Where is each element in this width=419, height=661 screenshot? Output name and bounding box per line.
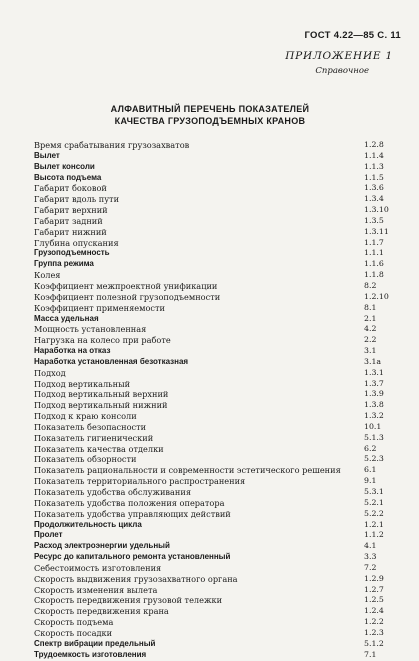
list-item-reference: 5.2.2 <box>364 508 384 518</box>
list-item-label: Габарит задний <box>34 215 103 226</box>
list-item-label: Подход <box>34 367 66 378</box>
list-item-reference: 1.3.4 <box>364 194 384 204</box>
list-item <box>34 140 386 151</box>
list-item-reference: 2.1 <box>364 313 377 323</box>
list-item <box>34 422 386 433</box>
list-item-reference: 3.1 <box>364 346 377 356</box>
list-item-label: Габарит вдоль пути <box>34 194 120 205</box>
list-item-reference: 1.3.10 <box>364 205 389 215</box>
list-item <box>34 205 389 216</box>
list-item-label: Показатель территориального распространения <box>34 476 246 487</box>
list-item-label: Расход электроэнергии удельный <box>34 541 170 551</box>
list-item <box>34 281 386 292</box>
list-item <box>34 541 386 552</box>
list-item <box>34 151 386 162</box>
list-item-reference: 1.3.2 <box>364 411 384 421</box>
list-item <box>34 552 386 563</box>
list-item-reference: 1.1.2 <box>364 530 384 540</box>
list-item-reference: 6.1 <box>364 465 377 475</box>
list-item-reference: 1.2.1 <box>364 519 384 529</box>
list-item-label: Коэффициент применяемости <box>34 302 165 313</box>
list-item <box>34 324 386 335</box>
list-item-label: Грузоподъемность <box>34 248 110 258</box>
list-item-reference: 2.2 <box>364 335 377 345</box>
list-item-label: Габарит нижний <box>34 226 107 237</box>
list-item <box>34 444 386 455</box>
list-item-label: Ресурс до капитального ремонта установленный <box>34 552 231 562</box>
list-item-reference: 5.2.1 <box>364 497 384 507</box>
list-item-reference: 5.3.1 <box>364 487 384 496</box>
list-item-reference: 1.1.3 <box>364 161 384 171</box>
list-item-reference: 8.1 <box>364 302 377 312</box>
list-item <box>34 368 386 379</box>
list-item-label: Мощность установленная <box>34 324 147 335</box>
list-item <box>34 639 386 650</box>
list-item-label: Показатель удобства управляющих действий <box>34 508 231 519</box>
list-item-label: Скорость передвижения грузовой тележки <box>34 595 223 606</box>
list-item <box>34 520 386 531</box>
list-item-label: Показатель безопасности <box>34 421 147 432</box>
appendix-subtitle: Справочное <box>315 66 369 76</box>
list-item-reference: 1.3.8 <box>364 400 384 410</box>
list-item-reference: 4.2 <box>364 324 377 334</box>
list-item-label: Скорость передвижения крана <box>34 606 169 617</box>
list-item <box>34 303 386 314</box>
list-item-reference: 1.3.11 <box>364 226 389 236</box>
list-item-reference: 1.2.2 <box>364 617 384 627</box>
list-item <box>34 650 386 661</box>
list-item-label: Время срабатывания грузозахватов <box>34 140 190 150</box>
list-item-label: Пролет <box>34 530 63 540</box>
list-item-reference: 1.1.4 <box>364 150 384 160</box>
list-item <box>34 411 386 422</box>
list-item-label: Показатель гигиенический <box>34 432 154 443</box>
list-item-label: Группа режима <box>34 259 94 269</box>
list-item-label: Коэффициент межпроектной унификации <box>34 280 218 291</box>
list-item-label: Подход к краю консоли <box>34 411 137 422</box>
list-item-label: Показатель качества отделки <box>34 443 164 454</box>
list-item <box>34 389 386 400</box>
list-item-reference: 3.3 <box>364 552 377 562</box>
list-item-label: Показатель рациональности и современности эстетического решения <box>34 465 341 476</box>
list-item-label: Нагрузка на колесо при работе <box>34 335 171 346</box>
list-item-reference: 1.2.3 <box>364 627 384 637</box>
list-item-reference: 1.1.6 <box>364 259 384 269</box>
list-item-label: Подход вертикальный нижний <box>34 400 168 411</box>
list-item-label: Наработка установленная безотказная <box>34 356 189 366</box>
list-item-label: Колея <box>34 270 61 281</box>
list-item <box>34 335 386 346</box>
list-item <box>34 487 386 498</box>
list-item <box>34 498 386 509</box>
list-item-reference: 1.3.9 <box>364 389 384 399</box>
list-item-label: Трудоемкость изготовления <box>34 649 147 659</box>
list-item-label: Коэффициент полезной грузоподъемности <box>34 291 221 302</box>
list-item-reference: 7.2 <box>364 562 377 572</box>
list-item-reference: 1.2.9 <box>364 573 384 583</box>
list-item-reference: 1.3.1 <box>364 367 384 377</box>
list-item-reference: 1.1.5 <box>364 172 384 182</box>
list-item <box>34 465 386 476</box>
list-item-reference: 1.3.6 <box>364 183 384 193</box>
list-item <box>34 476 386 487</box>
list-item <box>34 346 386 357</box>
list-item-reference: 1.1.1 <box>364 248 384 258</box>
list-item <box>34 194 386 205</box>
list-item-label: Глубина опускания <box>34 237 119 248</box>
list-item <box>34 162 386 173</box>
list-item <box>34 173 386 184</box>
list-item <box>34 259 386 270</box>
list-item <box>34 585 386 596</box>
list-item <box>34 270 386 281</box>
list-item-label: Скорость изменения вылета <box>34 584 158 595</box>
list-item-reference: 6.2 <box>364 443 377 453</box>
list-item-reference: 1.2.8 <box>364 140 384 149</box>
list-item-label: Показатель обзорности <box>34 454 137 465</box>
list-title <box>60 103 360 127</box>
list-item-label: Подход вертикальный <box>34 378 131 389</box>
list-item-label: Масса удельная <box>34 313 99 323</box>
list-item <box>34 226 389 238</box>
list-item <box>34 530 386 541</box>
list-item-label: Скорость посадки <box>34 627 113 638</box>
list-item <box>34 433 386 444</box>
list-item-label: Скорость выдвижения грузозахватного органа <box>34 573 238 584</box>
list-item <box>34 617 386 628</box>
list-item <box>34 238 386 249</box>
list-item <box>34 379 386 390</box>
list-item-reference: 5.1.2 <box>364 638 384 648</box>
list-item-label: Продолжительность цикла <box>34 519 142 529</box>
list-item-label: Спектр вибрации предельный <box>34 638 156 648</box>
list-item-label: Показатель удобства положения оператора <box>34 497 225 508</box>
list-item-reference: 8.2 <box>364 280 377 290</box>
list-item-reference: 10.1 <box>364 421 382 431</box>
appendix-title: ПРИЛОЖЕНИЕ 1 <box>285 50 393 62</box>
list-item-reference: 1.3.5 <box>364 215 384 225</box>
list-item-reference: 5.1.3 <box>364 432 384 442</box>
list-item-label: Габарит боковой <box>34 183 107 194</box>
list-item <box>34 357 386 368</box>
list-item <box>34 563 386 574</box>
list-title-line: АЛФАВИТНЫЙ ПЕРЕЧЕНЬ ПОКАЗАТЕЛЕЙ <box>110 104 310 114</box>
list-item-label: Себестоимость изготовления <box>34 562 162 573</box>
list-item-reference: 1.2.4 <box>364 606 384 616</box>
list-item-reference: 7.1 <box>364 649 377 659</box>
list-item <box>34 628 386 639</box>
list-item <box>34 509 386 520</box>
list-item <box>34 291 389 303</box>
list-item-reference: 1.3.7 <box>364 378 384 388</box>
list-item-reference: 5.2.3 <box>364 454 384 464</box>
list-item <box>34 314 386 325</box>
list-item-reference: 1.2.7 <box>364 584 384 594</box>
list-item-label: Высота подъема <box>34 172 102 182</box>
list-item-label: Наработка на отказ <box>34 346 111 356</box>
list-item <box>34 454 386 465</box>
list-item-reference: 1.2.5 <box>364 595 384 605</box>
list-item-label: Вылет консоли <box>34 161 95 171</box>
list-item-label: Показатель удобства обслуживания <box>34 487 191 497</box>
list-item-reference: 9.1 <box>364 476 377 486</box>
list-item-reference: 1.1.8 <box>364 270 384 280</box>
list-title-line: КАЧЕСТВА ГРУЗОПОДЪЕМНЫХ КРАНОВ <box>114 116 306 126</box>
list-item <box>34 595 386 606</box>
list-item <box>34 606 386 617</box>
list-item-label: Габарит верхний <box>34 205 108 216</box>
index-list <box>34 140 389 661</box>
list-item-label: Подход вертикальный верхний <box>34 389 169 400</box>
list-item-reference: 1.2.10 <box>364 291 389 301</box>
list-item <box>34 183 386 194</box>
list-item-label: Вылет <box>34 150 60 160</box>
list-item <box>34 574 386 585</box>
list-item <box>34 400 386 411</box>
list-item-label: Скорость подъема <box>34 617 114 628</box>
list-item-reference: 1.1.7 <box>364 237 384 247</box>
list-item-reference: 3.1а <box>364 356 382 366</box>
list-item <box>34 216 386 227</box>
list-item-reference: 4.1 <box>364 541 377 551</box>
list-item <box>34 248 386 259</box>
standard-reference: ГОСТ 4.22—85 С. 11 <box>304 30 401 41</box>
